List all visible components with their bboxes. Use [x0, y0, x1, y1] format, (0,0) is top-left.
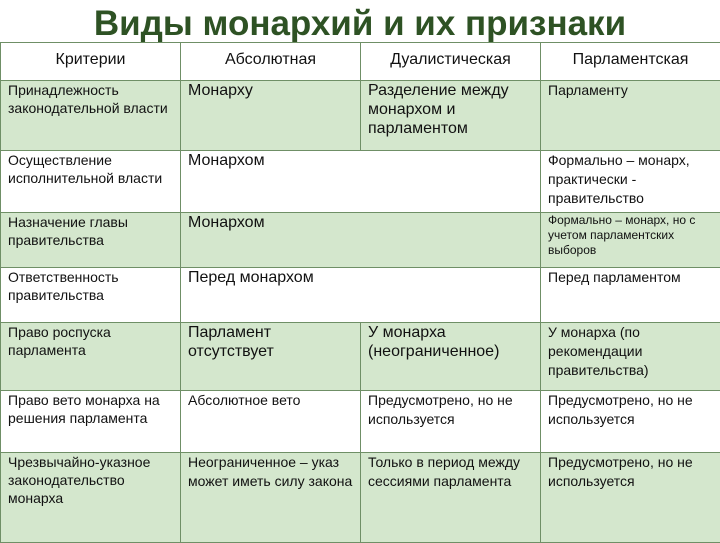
table-row	[1, 213, 720, 268]
row-criterion: Право вето монарха на решения парламента	[1, 391, 181, 453]
cell-parliamentary: Формально – монарх, практически - правительство	[541, 151, 720, 213]
row-criterion: Чрезвычайно-указное законодательство монарха	[1, 453, 181, 543]
monarchy-table	[0, 42, 720, 543]
table-row	[1, 81, 720, 151]
header-absolute: Абсолютная	[181, 43, 361, 81]
cell-absolute: Неограниченное – указ может иметь силу закона	[181, 453, 361, 543]
table-header-row	[1, 43, 720, 81]
page-title: Виды монархий и их признаки	[0, 2, 720, 46]
cell-absolute-dualistic: Монархом	[181, 151, 541, 213]
table-row	[1, 323, 720, 391]
cell-absolute: Абсолютное вето	[181, 391, 361, 453]
table-row	[1, 453, 720, 543]
cell-absolute: Парламент отсутствует	[181, 323, 361, 391]
cell-absolute: Монарху	[181, 81, 361, 151]
cell-dualistic: Только в период между сессиями парламента	[361, 453, 541, 543]
row-criterion: Осуществление исполнительной власти	[1, 151, 181, 213]
cell-parliamentary: У монарха (по рекомендации правительства)	[541, 323, 720, 391]
cell-parliamentary: Парламенту	[541, 81, 720, 151]
row-criterion: Ответственность правительства	[1, 268, 181, 323]
table-row	[1, 151, 720, 213]
row-criterion: Принадлежность законодательной власти	[1, 81, 181, 151]
cell-absolute-dualistic: Перед монархом	[181, 268, 541, 323]
header-parliamentary: Парламентская	[541, 43, 720, 81]
cell-dualistic: У монарха (неограниченное)	[361, 323, 541, 391]
cell-dualistic: Разделение между монархом и парламентом	[361, 81, 541, 151]
cell-parliamentary: Перед парламентом	[541, 268, 720, 323]
row-criterion: Назначение главы правительства	[1, 213, 181, 268]
table-row	[1, 268, 720, 323]
header-dualistic: Дуалистическая	[361, 43, 541, 81]
header-criteria: Критерии	[1, 43, 181, 81]
cell-absolute-dualistic: Монархом	[181, 213, 541, 268]
cell-dualistic: Предусмотрено, но не используется	[361, 391, 541, 453]
cell-parliamentary: Формально – монарх, но с учетом парламентских выборов	[541, 213, 720, 268]
table-row	[1, 391, 720, 453]
row-criterion: Право роспуска парламента	[1, 323, 181, 391]
cell-parliamentary: Предусмотрено, но не используется	[541, 391, 720, 453]
cell-parliamentary: Предусмотрено, но не используется	[541, 453, 720, 543]
